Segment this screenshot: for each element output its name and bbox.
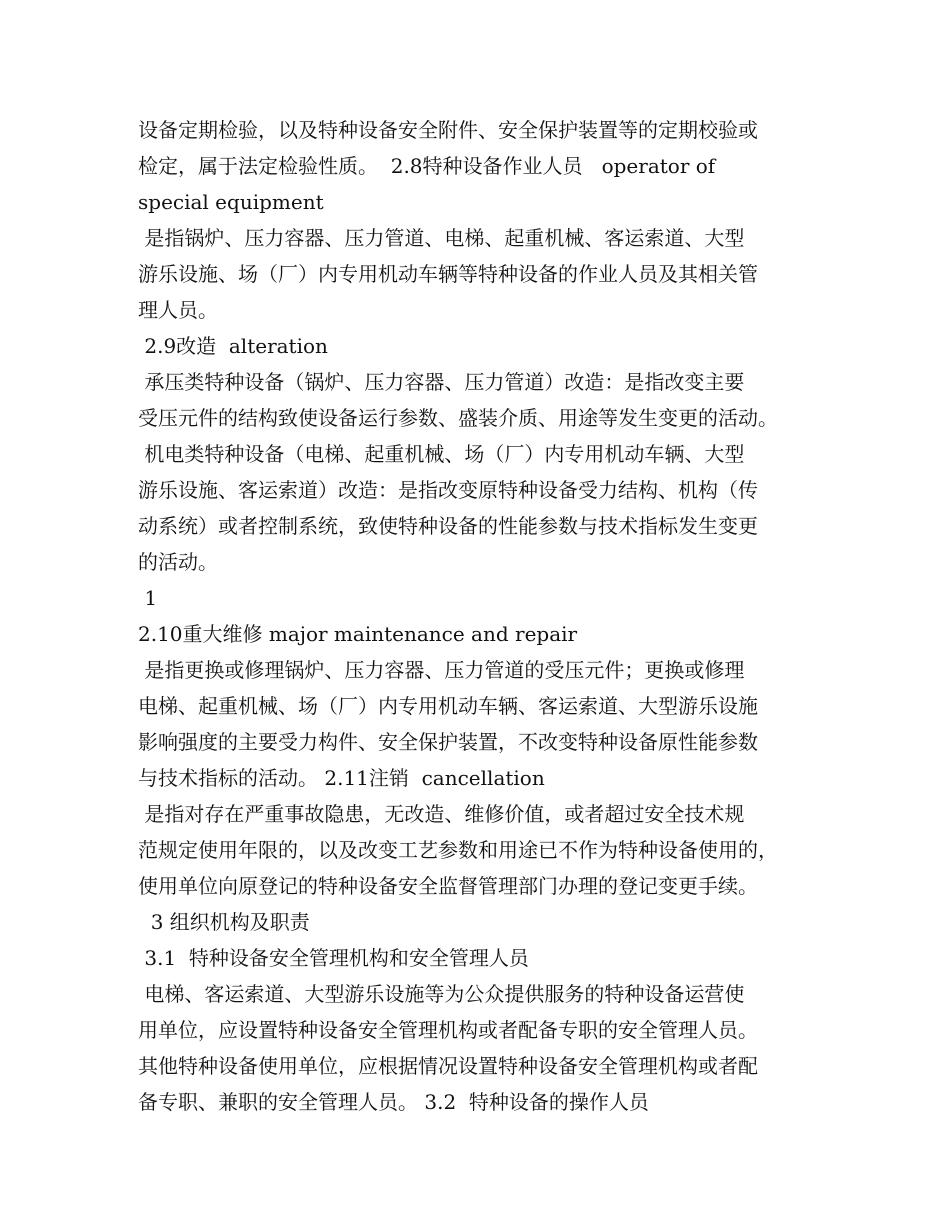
text-line: 理人员。 [138,298,218,322]
text-line: 影响强度的主要受力构件、安全保护装置，不改变特种设备原性能参数 [138,730,758,754]
text-line: 机电类特种设备（电梯、起重机械、场（厂）内专用机动车辆、大型 [138,442,745,466]
text-line: 2.9改造 alteration [138,334,328,358]
text-line: 范规定使用年限的，以及改变工艺参数和用途已不作为特种设备使用的， [138,838,778,862]
text-line: 的活动。 [138,550,218,574]
text-line: 承压类特种设备（锅炉、压力容器、压力管道）改造：是指改变主要 [138,370,745,394]
text-line: special equipment [138,190,324,214]
text-line: 游乐设施、客运索道）改造：是指改变原特种设备受力结构、机构（传 [138,478,758,502]
text-line: 是指更换或修理锅炉、压力容器、压力管道的受压元件；更换或修理 [138,658,745,682]
text-line: 其他特种设备使用单位，应根据情况设置特种设备安全管理机构或者配 [138,1054,758,1078]
text-line: 电梯、客运索道、大型游乐设施等为公众提供服务的特种设备运营使 [138,982,745,1006]
text-line: 备专职、兼职的安全管理人员。 3.2 特种设备的操作人员 [138,1090,649,1114]
text-line: 使用单位向原登记的特种设备安全监督管理部门办理的登记变更手续。 [138,874,758,898]
text-line: 电梯、起重机械、场（厂）内专用机动车辆、客运索道、大型游乐设施 [138,694,758,718]
section-heading: 3 组织机构及职责 [138,910,310,934]
text-line: 动系统）或者控制系统，致使特种设备的性能参数与技术指标发生变更 [138,514,758,538]
text-line: 是指锅炉、压力容器、压力管道、电梯、起重机械、客运索道、大型 [138,226,745,250]
text-line: 设备定期检验，以及特种设备安全附件、安全保护装置等的定期校验或 [138,118,758,142]
section-heading: 3.1 特种设备安全管理机构和安全管理人员 [138,946,529,970]
section-heading: 2.10重大维修 major maintenance and repair [138,622,578,646]
text-line: 检定，属于法定检验性质。 2.8特种设备作业人员 operator of [138,154,716,178]
text-line: 用单位，应设置特种设备安全管理机构或者配备专职的安全管理人员。 [138,1018,758,1042]
text-line: 与技术指标的活动。 2.11注销 cancellation [138,766,545,790]
page-number: 1 [138,586,158,610]
text-line: 受压元件的结构致使设备运行参数、盛装介质、用途等发生变更的活动。 [138,406,778,430]
text-line: 是指对存在严重事故隐患，无改造、维修价值，或者超过安全技术规 [138,802,745,826]
text-line: 游乐设施、场（厂）内专用机动车辆等特种设备的作业人员及其相关管 [138,262,758,286]
